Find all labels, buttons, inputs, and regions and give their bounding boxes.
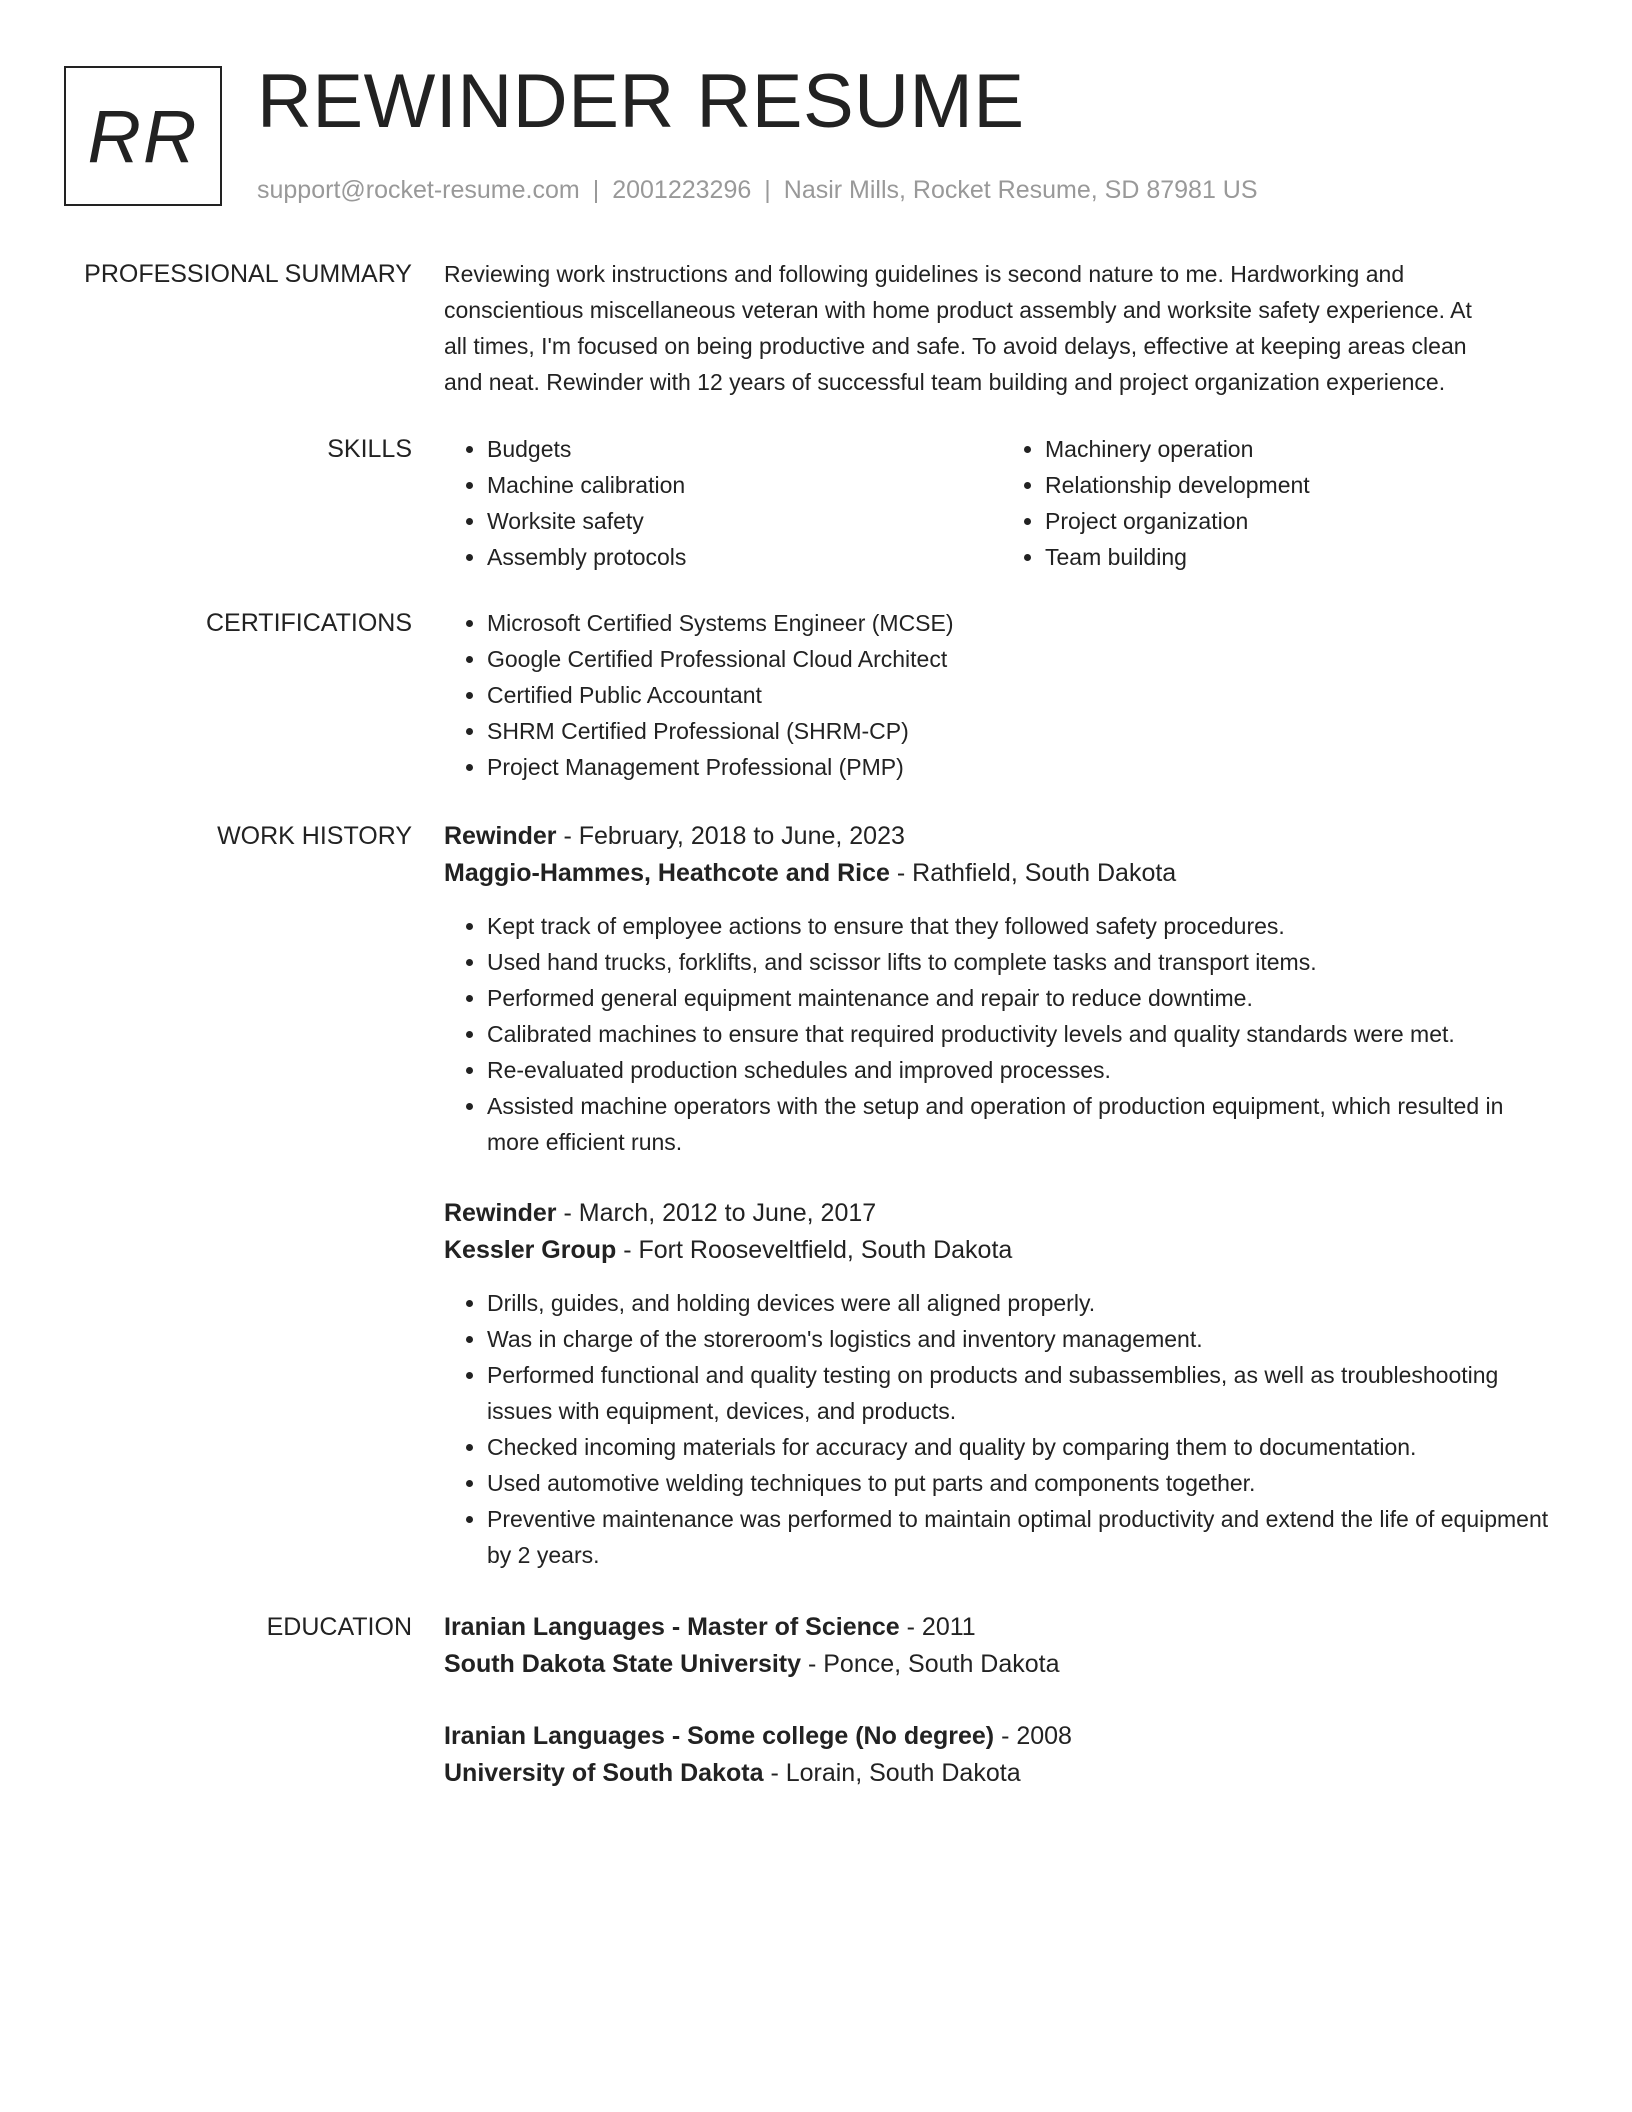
skill-item: • Team building	[1045, 539, 1560, 575]
monogram-initials: RR	[87, 94, 199, 178]
job-entry	[444, 818, 1560, 1160]
skills-list-right	[1002, 431, 1560, 575]
skills-columns	[444, 431, 1560, 575]
job-dates: - March, 2012 to June, 2017	[556, 1199, 877, 1227]
education-content	[444, 1718, 1560, 1792]
contact-separator: |	[764, 176, 771, 204]
summary-line: conscientious miscellaneous veteran with home product assembly and worksite safety experience. At	[444, 297, 1472, 323]
education-degree-line	[444, 1718, 1560, 1755]
section-label: WORK HISTORY	[217, 822, 412, 850]
section-label: PROFESSIONAL SUMMARY	[84, 260, 412, 288]
certifications-content	[444, 605, 1560, 785]
education-school-line	[444, 1755, 1560, 1792]
education-degree-line	[444, 1609, 1560, 1646]
job-bullet: • Calibrated machines to ensure that required productivity levels and quality standards were met.	[487, 1016, 1560, 1052]
job-bullet: • Used automotive welding techniques to put parts and components together.	[487, 1465, 1560, 1501]
education-school: South Dakota State University	[444, 1650, 802, 1678]
education-content	[444, 1609, 1560, 1683]
job-title-line	[444, 818, 1560, 855]
job-bullet: • Assisted machine operators with the setup and operation of production equipment, which resulted in more efficient runs.	[487, 1088, 1560, 1160]
certifications-list	[444, 605, 1560, 785]
skill-item: • Worksite safety	[487, 503, 1002, 539]
job-bullet: • Checked incoming materials for accuracy and quality by comparing them to documentation.	[487, 1429, 1560, 1465]
skill-item: • Machine calibration	[487, 467, 1002, 503]
education-location: - Lorain, South Dakota	[763, 1759, 1021, 1787]
education-school-line	[444, 1646, 1560, 1683]
skill-item: • Machinery operation	[1045, 431, 1560, 467]
certification-item: • Certified Public Accountant	[487, 677, 1560, 713]
skills-list-left	[444, 431, 1002, 575]
job-bullet: • Used hand trucks, forklifts, and scissor lifts to complete tasks and transport items.	[487, 944, 1560, 980]
work-history-content	[444, 1195, 1560, 1573]
job-company-line	[444, 1232, 1560, 1269]
resume-name: REWINDER RESUME	[257, 59, 1025, 144]
education-year: - 2008	[994, 1722, 1072, 1750]
summary-line: Reviewing work instructions and following guidelines is second nature to me. Hardworking and	[444, 261, 1405, 287]
job-entry	[444, 1195, 1560, 1573]
job-dates: - February, 2018 to June, 2023	[556, 822, 905, 850]
education-degree: Iranian Languages - Some college (No degree)	[444, 1722, 995, 1750]
education-year: - 2011	[899, 1613, 976, 1641]
skill-item: • Assembly protocols	[487, 539, 1002, 575]
contact-separator: |	[592, 176, 600, 204]
summary-line: and neat. Rewinder with 12 years of successful team building and project organization experience.	[444, 369, 1446, 395]
job-bullet: • Was in charge of the storeroom's logistics and inventory management.	[487, 1321, 1560, 1357]
certification-item: • SHRM Certified Professional (SHRM-CP)	[487, 713, 1560, 749]
job-company: Kessler Group	[444, 1236, 617, 1264]
job-bullet: • Drills, guides, and holding devices were all aligned properly.	[487, 1285, 1560, 1321]
section-label: SKILLS	[327, 435, 412, 463]
monogram-logo	[64, 66, 222, 206]
job-company: Maggio-Hammes, Heathcote and Rice	[444, 859, 890, 887]
section-label: CERTIFICATIONS	[205, 609, 412, 637]
job-title: Rewinder	[444, 822, 557, 850]
certification-item: • Google Certified Professional Cloud Architect	[487, 641, 1560, 677]
skill-item: • Relationship development	[1045, 467, 1560, 503]
job-company-line	[444, 855, 1560, 892]
section-label: EDUCATION	[266, 1613, 412, 1641]
contact-address: Nasir Mills, Rocket Resume, SD 87981 US	[783, 176, 1258, 204]
skill-item: • Project organization	[1045, 503, 1560, 539]
summary-line: all times, I'm focused on being productive and safe. To avoid delays, effective at keeping areas clean	[444, 333, 1467, 359]
skill-item: • Budgets	[487, 431, 1002, 467]
contact-phone: 2001223296	[612, 176, 752, 204]
education-entry	[444, 1718, 1560, 1792]
certification-item: • Microsoft Certified Systems Engineer (MCSE)	[487, 605, 1560, 641]
job-location: - Rathfield, South Dakota	[889, 859, 1177, 887]
summary-text	[444, 256, 1560, 400]
work-history-content	[444, 818, 1560, 1160]
education-location: - Ponce, South Dakota	[801, 1650, 1060, 1678]
job-bullet: • Re-evaluated production schedules and improved processes.	[487, 1052, 1560, 1088]
job-location: - Fort Rooseveltfield, South Dakota	[616, 1236, 1013, 1264]
contact-email: support@rocket-resume.com	[257, 176, 580, 204]
job-bullet: • Performed functional and quality testing on products and subassemblies, as well as troubleshooting issues with equipment, devices, and products.	[487, 1357, 1560, 1429]
job-bullet: • Preventive maintenance was performed to maintain optimal productivity and extend the life of equipment by 2 years.	[487, 1501, 1560, 1573]
education-entry	[444, 1609, 1560, 1683]
job-bullets	[444, 1285, 1560, 1573]
job-title-line	[444, 1195, 1560, 1232]
job-bullet: • Performed general equipment maintenance and repair to reduce downtime.	[487, 980, 1560, 1016]
job-bullet: • Kept track of employee actions to ensure that they followed safety procedures.	[487, 908, 1560, 944]
education-school: University of South Dakota	[444, 1759, 764, 1787]
job-bullets	[444, 908, 1560, 1160]
contact-line	[257, 174, 1258, 206]
education-degree: Iranian Languages - Master of Science	[444, 1613, 900, 1641]
certification-item: • Project Management Professional (PMP)	[487, 749, 1560, 785]
job-title: Rewinder	[444, 1199, 557, 1227]
